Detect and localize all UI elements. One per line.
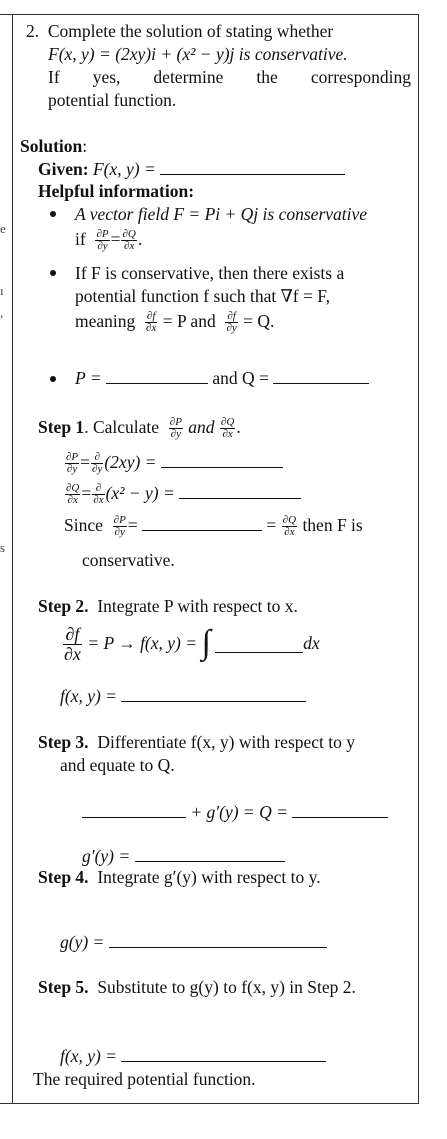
numerator: ∂P — [66, 451, 79, 464]
problem-text: Complete the solution of stating whether — [47, 21, 334, 41]
solution-heading — [20, 135, 87, 157]
step5-label: Step 5. — [38, 977, 89, 997]
step5-f-line — [60, 1045, 326, 1067]
since-word: Since — [64, 515, 103, 535]
word: corresponding — [310, 67, 411, 87]
step2-text: Integrate P with respect to x. — [97, 596, 298, 616]
word: yes, — [92, 67, 121, 87]
fraction-df-dx — [63, 625, 82, 664]
numerator: ∂Q — [282, 514, 297, 527]
then-F-is: then F is — [302, 515, 363, 535]
fraction-df-dy — [225, 311, 237, 334]
fraction-dQ-dx — [220, 417, 235, 440]
bullet1-condition: if $\frac{\partial P}{\partial y}$ = $\frac{\partial Q}{\partial x}$ . — [75, 228, 143, 253]
step3-blank-1[interactable] — [82, 801, 186, 818]
numerator: ∂P — [169, 416, 182, 429]
colon: : — [82, 136, 88, 156]
step1-text: . Calculate — [84, 417, 160, 437]
fraction-df-dx — [145, 311, 157, 334]
bullet-dot — [50, 211, 56, 217]
and-Q-equals: and Q = — [212, 368, 269, 388]
word: If — [48, 67, 60, 87]
step1-row2-blank[interactable] — [179, 482, 301, 499]
since-blank-1[interactable] — [142, 514, 262, 531]
g-equals: g(y) = — [60, 932, 105, 952]
problem-line-1 — [26, 20, 333, 42]
denominator: ∂y — [97, 240, 108, 253]
denominator: ∂x — [146, 322, 157, 335]
numerator: ∂f — [63, 625, 82, 645]
dx-text: dx — [303, 633, 320, 653]
gutter-line-top — [0, 14, 12, 15]
bullet2-line1: If F is conservative, then there exists a — [75, 263, 345, 283]
fraction-d-dx — [92, 483, 104, 506]
given-blank[interactable] — [160, 158, 345, 175]
helpful-info-heading: Helpful information: — [38, 181, 195, 201]
f-equals: f(x, y) = — [60, 1046, 117, 1066]
step5-f-blank[interactable] — [121, 1045, 326, 1062]
step1-conservative: conservative. — [82, 550, 175, 570]
numerator: ∂P — [96, 228, 109, 241]
meaning-word: meaning — [75, 311, 136, 331]
row2-rhs: (x² − y) = — [105, 483, 175, 503]
and-word: and — [188, 417, 215, 437]
problem-field-expression: F(x, y) = (2xy)i + (x² − y)j is conservative. — [48, 44, 348, 64]
numerator: ∂ — [92, 483, 104, 495]
given-expression: F(x, y) = — [92, 159, 156, 179]
denominator: ∂x — [93, 494, 104, 507]
denominator: ∂x — [124, 240, 135, 253]
bullet3-line — [75, 367, 369, 389]
bullet1-text: A vector field F = Pi + Qj is conservative — [75, 204, 368, 224]
step2-equation — [62, 621, 320, 665]
problem-number: 2. — [26, 21, 40, 41]
step3-text-2: and equate to Q. — [60, 755, 175, 775]
step3-g-line — [82, 845, 285, 867]
P-blank[interactable] — [106, 367, 208, 384]
fraction-dP-dy — [65, 452, 79, 475]
fraction-dQ-dx — [121, 229, 136, 252]
step1-label: Step 1 — [38, 417, 85, 437]
step3-heading — [38, 731, 355, 753]
word: the — [256, 67, 278, 87]
margin-mark: , — [0, 305, 4, 320]
bullet-dot — [50, 270, 56, 276]
word: determine — [153, 67, 224, 87]
step2-heading — [38, 595, 298, 617]
bullet2-line2: potential function f such that ∇f = F, — [75, 286, 330, 306]
integrand-blank[interactable] — [215, 636, 303, 653]
integral-sign: ∫ — [201, 623, 211, 661]
numerator: ∂f — [227, 310, 236, 323]
step1-row1-blank[interactable] — [161, 451, 283, 468]
step2-label: Step 2. — [38, 596, 89, 616]
step4-label: Step 4. — [38, 867, 89, 887]
denominator: ∂y — [226, 322, 237, 335]
fraction-dP-dy — [95, 229, 109, 252]
denominator: ∂y — [66, 463, 78, 476]
step1-heading: Step 1. Calculate $\frac{\partial P}{\partial y}$ and $\frac{\partial Q}{\partial x}$ . — [38, 416, 241, 441]
margin-mark: ı — [0, 283, 4, 298]
denominator: ∂y — [92, 463, 103, 476]
margin-mark: s — [0, 540, 6, 555]
numerator: ∂Q — [66, 482, 80, 495]
fraction-d-dy — [91, 452, 103, 475]
fraction-dQ-dx — [65, 483, 80, 506]
step4-g-blank[interactable] — [109, 931, 327, 948]
step4-heading — [38, 866, 321, 888]
margin-mark: e — [0, 221, 6, 236]
denominator: ∂x — [222, 428, 233, 441]
denominator: ∂x — [67, 494, 78, 507]
numerator: ∂P — [113, 514, 126, 527]
eq-Q: = Q. — [243, 311, 275, 331]
gutter-line-bottom — [0, 1103, 12, 1104]
fraction-dQ-dx — [282, 515, 297, 538]
closing-text: The required potential function. — [33, 1069, 256, 1089]
given-label: Given: — [38, 159, 89, 179]
P-equals: P = — [75, 368, 102, 388]
step4-text: Integrate g′(y) with respect to y. — [97, 867, 321, 887]
step5-text: Substitute to g(y) to f(x, y) in Step 2. — [97, 977, 356, 997]
row1-rhs: (2xy) = — [104, 452, 157, 472]
numerator: ∂ — [91, 452, 103, 464]
given-line — [38, 158, 345, 180]
solution-word: Solution — [20, 136, 83, 156]
step2-f-blank[interactable] — [121, 685, 306, 702]
bullet2-line3 — [75, 310, 274, 340]
problem-line-3 — [48, 66, 411, 88]
step5-heading — [38, 976, 356, 998]
eq-P: = P and — [162, 311, 216, 331]
problem-line-4: potential function. — [48, 90, 177, 110]
fraction-dP-dy — [169, 417, 183, 440]
numerator: ∂Q — [122, 228, 136, 241]
step1-since-line: Since $\frac{\partial P}{\partial y}$ = = $\frac{\partial Q}{\partial x}$ then F is — [64, 514, 363, 539]
step3-label: Step 3. — [38, 732, 89, 752]
Q-blank[interactable] — [273, 367, 369, 384]
step4-g-line — [60, 931, 327, 953]
step2-f-line — [60, 685, 306, 707]
fraction-dP-dy — [113, 515, 127, 538]
bullet-dot — [50, 376, 56, 382]
denominator: ∂x — [64, 644, 81, 665]
step3-equation — [82, 801, 388, 823]
step1-row1: $\frac{\partial P}{\partial y}$ = $\frac{\partial}{\partial y}$ (2xy) = — [64, 451, 283, 479]
g-prime-equals: g′(y) = — [82, 846, 131, 866]
denominator: ∂x — [284, 526, 295, 539]
numerator: ∂Q — [220, 416, 235, 429]
denominator: ∂y — [170, 428, 181, 441]
step3-eq: + g′(y) = Q = — [190, 802, 288, 822]
f-equals: f(x, y) = — [60, 686, 117, 706]
numerator: ∂f — [146, 310, 156, 323]
step3-g-blank[interactable] — [135, 845, 285, 862]
step3-text: Differentiate f(x, y) with respect to y — [97, 732, 356, 752]
if-word: if — [75, 229, 86, 249]
denominator: ∂y — [114, 526, 125, 539]
step2-eq: = P → f(x, y) = — [87, 633, 198, 653]
step3-blank-2[interactable] — [292, 801, 388, 818]
step1-row2: $\frac{\partial Q}{\partial x}$ = $\frac{\partial}{\partial x}$ (x² − y) = — [64, 482, 301, 510]
